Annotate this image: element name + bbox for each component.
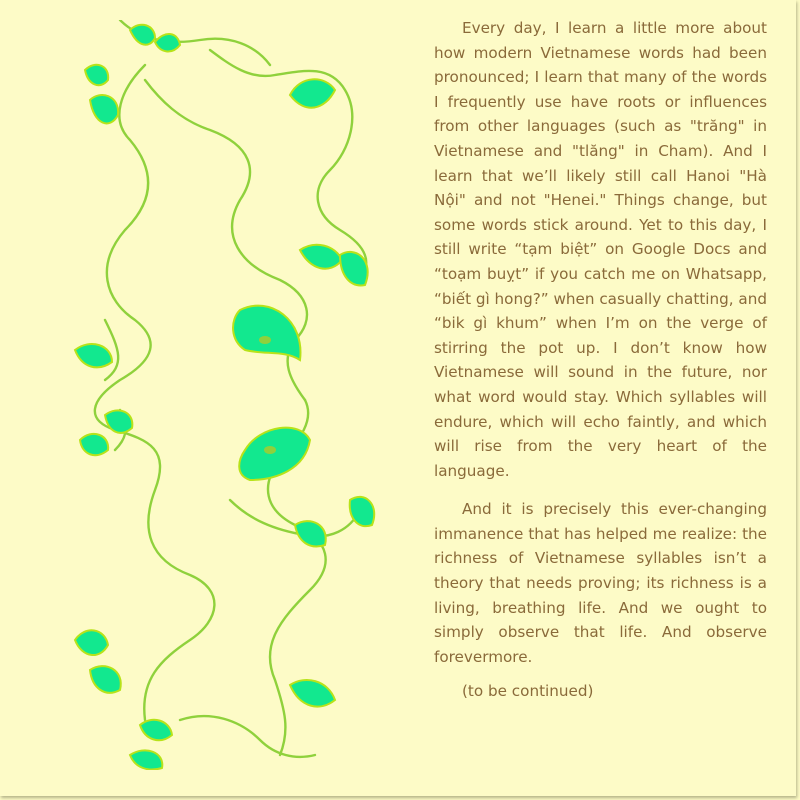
leaf [90,95,118,123]
leaf [295,521,326,546]
vine-stem-left [95,65,215,720]
leaf [300,245,342,269]
leaf [105,410,132,432]
leaf [85,65,108,85]
leaf [90,666,121,693]
continued-note: (to be continued) [462,682,594,701]
vine-branch-right-lower [230,500,360,536]
vine-branch-bottom [180,716,315,757]
leaf [130,750,162,769]
vine-ornament [60,20,400,770]
leaf [290,79,335,107]
paragraph-1: Every day, I learn a little more about how modern Vietnamese words had been pronounced; I learn that many of the words I frequently use have roots or influences from other languages (such as "trăng" in Vietnamese and "tlăng" in Cham). And I learn that we’ll likely still call Hanoi "Hà Nội" and not "Henei." Things change, but some words stick around. Yet to this day, I still write “tạm biệt” on Google Docs and “toạm buỵt” if you catch me on Whatsapp, “biết gì hong?” when casually chatting, and “bik gì khum” when I’m on the verge of stirring the pot up. I don’t know how Vietnamese will sound in the future, nor what word would stay. Which syllables will endure, which will echo faintly, and which will rise from the very heart of the language. [434,19,767,480]
paragraph-2: And it is precisely this ever-changing immanence that has helped me realize: the richness of Vietnamese syllables isn’t a theory that needs proving; its richness is a living, breathing life. And we ought to simply observe that life. And observe forevermore. [434,500,767,666]
leaf [140,720,172,740]
leaf-eye-upper [233,306,300,360]
leaf [130,25,155,45]
leaf-eye-lower-pupil [264,446,276,454]
leaf-eye-upper-pupil [259,336,271,344]
leaf [75,344,112,367]
leaf [340,252,368,286]
leaf [155,34,180,51]
leaf [290,680,335,707]
leaf [75,630,108,655]
leaf-eye-lower [239,428,310,480]
leaf [80,434,108,455]
article-text [434,16,767,704]
